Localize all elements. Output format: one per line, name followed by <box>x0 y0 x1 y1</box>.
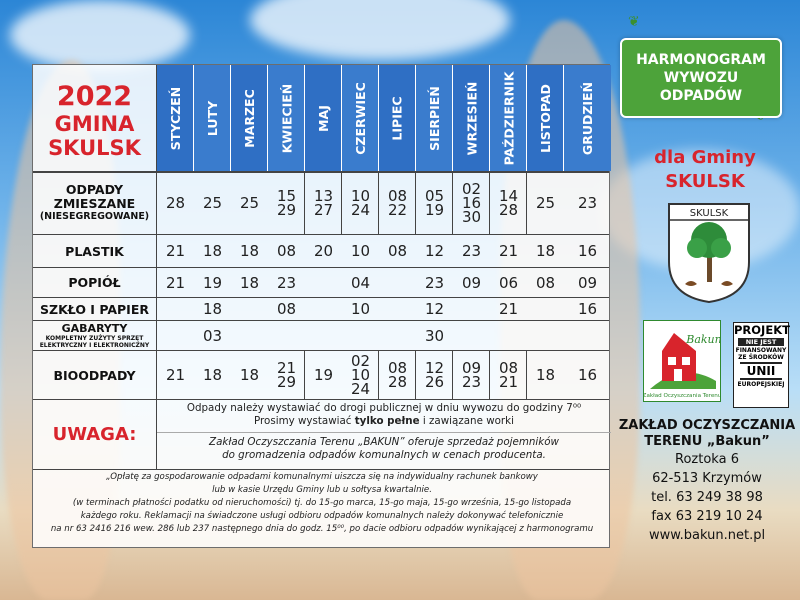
col-divider <box>267 65 268 171</box>
company-contact <box>618 418 796 545</box>
schedule-title-badge: HARMONOGRAM WYWOZU ODPADÓW <box>620 38 782 118</box>
schedule-table <box>32 64 610 548</box>
date-cell <box>453 298 490 320</box>
date-cell <box>157 321 194 350</box>
date-cell: 08 <box>276 300 297 318</box>
date-cell: 03 <box>202 326 223 345</box>
date-cell: 14 28 <box>498 187 519 219</box>
date-cell: 09 <box>461 273 482 292</box>
date-cell <box>379 268 416 297</box>
date-cell: 18 <box>202 300 223 318</box>
month-header: PAŹDZIERNIK <box>490 65 527 171</box>
col-divider <box>563 65 564 171</box>
company-name-2: TERENU „Bakun” <box>644 434 770 449</box>
date-cell: 20 <box>313 242 334 260</box>
project-funding-badge: PROJEKT NIE JEST FINANSOWANY ZE ŚRODKÓW UNII EUROPEJSKIEJ <box>733 322 789 408</box>
date-cell: 18 <box>239 242 260 260</box>
row-label-ash: POPIÓŁ <box>68 275 121 290</box>
cloud <box>10 0 190 70</box>
date-cell <box>564 321 611 350</box>
date-cell: 16 <box>577 242 598 260</box>
row-divider <box>33 469 609 470</box>
bakun-logo-subtitle: Zakład Oczyszczania Terenu <box>644 393 720 399</box>
date-cell <box>231 321 268 350</box>
date-cell: 30 <box>424 326 445 345</box>
month-header: MAJ <box>305 65 342 171</box>
month-header: KWIECIEŃ <box>268 65 305 171</box>
leaf-icon: ❦ <box>628 14 640 30</box>
date-cell: 18 <box>239 273 260 292</box>
date-cell: 05 19 <box>424 187 445 219</box>
phone: tel. 63 249 38 98 <box>651 490 763 505</box>
col-divider <box>341 65 342 171</box>
date-cell: 10 <box>350 300 371 318</box>
col-divider <box>378 65 379 171</box>
date-cell: 08 22 <box>387 187 408 219</box>
address-city: 62-513 Krzymów <box>652 471 762 486</box>
date-cell: 18 <box>202 242 223 260</box>
month-header: MARZEC <box>231 65 268 171</box>
date-cell: 18 <box>202 366 223 384</box>
notice-heading: UWAGA: <box>52 423 137 445</box>
company-name: ZAKŁAD OCZYSZCZANIA <box>618 418 796 433</box>
date-cell: 10 24 <box>350 187 371 219</box>
date-cell: 21 29 <box>276 359 297 391</box>
col-divider <box>452 65 453 171</box>
row-label-plastic: PLASTIK <box>65 243 124 259</box>
col-divider <box>230 65 231 171</box>
municipality-heading: dla Gminy SKULSK <box>654 147 756 192</box>
year: 2022 <box>56 81 133 112</box>
coat-of-arms-icon <box>665 200 753 304</box>
month-header: CZERWIEC <box>342 65 379 171</box>
row-label-biowaste: BIOODPADY <box>53 367 136 383</box>
date-cell: 08 <box>387 242 408 260</box>
month-header: LIPIEC <box>379 65 416 171</box>
date-cell: 13 27 <box>313 187 334 219</box>
date-cell <box>453 321 490 350</box>
year-header <box>33 65 156 171</box>
date-cell: 16 <box>577 366 598 384</box>
date-cell <box>305 321 342 350</box>
date-cell: 21 <box>165 242 186 260</box>
date-cell: 12 <box>424 242 445 260</box>
row-label-glass-paper: SZKŁO I PAPIER <box>40 301 149 317</box>
date-cell: 10 <box>350 242 371 260</box>
date-cell: 02 16 30 <box>461 180 482 226</box>
date-cell: 25 <box>535 194 556 212</box>
notice-deadline: Odpady należy wystawiać do drogi publicznej w dniu wywozu do godziny 7⁰⁰ Prosimy wystawiać tylko pełne i zawiązane worki <box>186 402 582 427</box>
date-cell <box>305 268 342 297</box>
date-cell: 15 29 <box>276 187 297 219</box>
date-cell: 19 <box>313 366 334 384</box>
col-divider <box>304 65 305 171</box>
date-cell: 19 <box>202 273 223 292</box>
month-header: SIERPIEŃ <box>416 65 453 171</box>
address-street: Roztoka 6 <box>675 452 739 467</box>
date-cell: 28 <box>165 194 186 212</box>
date-cell: 02 10 24 <box>350 352 371 398</box>
crest-label: SKULSK <box>689 208 729 219</box>
date-cell <box>231 298 268 320</box>
month-header: LISTOPAD <box>527 65 564 171</box>
date-cell: 23 <box>577 194 598 212</box>
row-label-mixed-waste: ODPADY ZMIESZANE (NIESEGREGOWANE) <box>39 182 150 222</box>
date-cell: 25 <box>239 194 260 212</box>
date-cell: 18 <box>239 366 260 384</box>
payment-footnote: „Opłatę za gospodarowanie odpadami komunalnymi uiszcza się na indywidualny rachunek bankowy lub w kasie Urzędu Gminy lub u sołtysa kwartalnie. (w terminach płatności podatku od nieruchomości) tj. do 15-go marca, 15-go maja, 15-go września, 15-go listopada każdego roku. Reklamacji na świadczone usługi odbioru odpadów komunalnych należy dokonywać telefonicznie na nr 63 2416 216 wew. 286 lub 237 następnego dnia do godz. 15⁰⁰, po dacie odbioru odpadów wynikającej z harmonogramu <box>50 472 594 534</box>
gmina-label: GMINA <box>54 112 135 136</box>
date-cell: 18 <box>535 366 556 384</box>
date-cell: 16 <box>577 300 598 318</box>
date-cell: 23 <box>424 273 445 292</box>
col-divider <box>489 65 490 171</box>
date-cell: 25 <box>202 194 223 212</box>
notice-containers: Zakład Oczyszczania Terenu „BAKUN” oferuje sprzedaż pojemników do gromadzenia odpadów komunalnych w cenach producenta. <box>209 436 559 461</box>
date-cell <box>305 298 342 320</box>
date-cell: 04 <box>350 273 371 292</box>
date-cell: 08 <box>276 242 297 260</box>
fax: fax 63 219 10 24 <box>651 509 763 524</box>
date-cell: 09 23 <box>461 359 482 391</box>
gmina-name: SKULSK <box>48 136 141 160</box>
notice-divider <box>157 432 611 433</box>
date-cell <box>157 298 194 320</box>
date-cell: 21 <box>165 273 186 292</box>
month-header: STYCZEŃ <box>157 65 194 171</box>
date-cell: 23 <box>461 242 482 260</box>
website-link[interactable]: www.bakun.net.pl <box>648 528 766 543</box>
date-cell: 21 <box>165 366 186 384</box>
date-cell <box>342 321 379 350</box>
date-cell: 21 <box>498 242 519 260</box>
date-cell: 09 <box>577 273 598 292</box>
date-cell <box>379 298 416 320</box>
month-header: GRUDZIEŃ <box>564 65 611 171</box>
date-cell: 08 <box>535 273 556 292</box>
col-divider <box>415 65 416 171</box>
date-cell <box>268 321 305 350</box>
date-cell <box>527 321 564 350</box>
date-cell: 08 28 <box>387 359 408 391</box>
date-cell: 12 <box>424 300 445 318</box>
col-divider <box>526 65 527 171</box>
date-cell: 23 <box>276 273 297 292</box>
cloud <box>250 0 510 60</box>
month-header: WRZESIEŃ <box>453 65 490 171</box>
row-label-bulky: GABARYTY KOMPLETNY ZUŻYTY SPRZĘT ELEKTRYCZNY I ELEKTRONICZNY <box>39 321 150 349</box>
bakun-logo-word: Bakun <box>686 333 720 346</box>
date-cell: 08 21 <box>498 359 519 391</box>
date-cell: 18 <box>535 242 556 260</box>
date-cell: 12 26 <box>424 359 445 391</box>
bakun-logo <box>643 320 721 402</box>
date-cell <box>527 298 564 320</box>
month-header: LUTY <box>194 65 231 171</box>
date-cell <box>490 321 527 350</box>
col-divider <box>193 65 194 171</box>
date-cell: 21 <box>498 300 519 318</box>
date-cell: 06 <box>498 273 519 292</box>
date-cell <box>379 321 416 350</box>
